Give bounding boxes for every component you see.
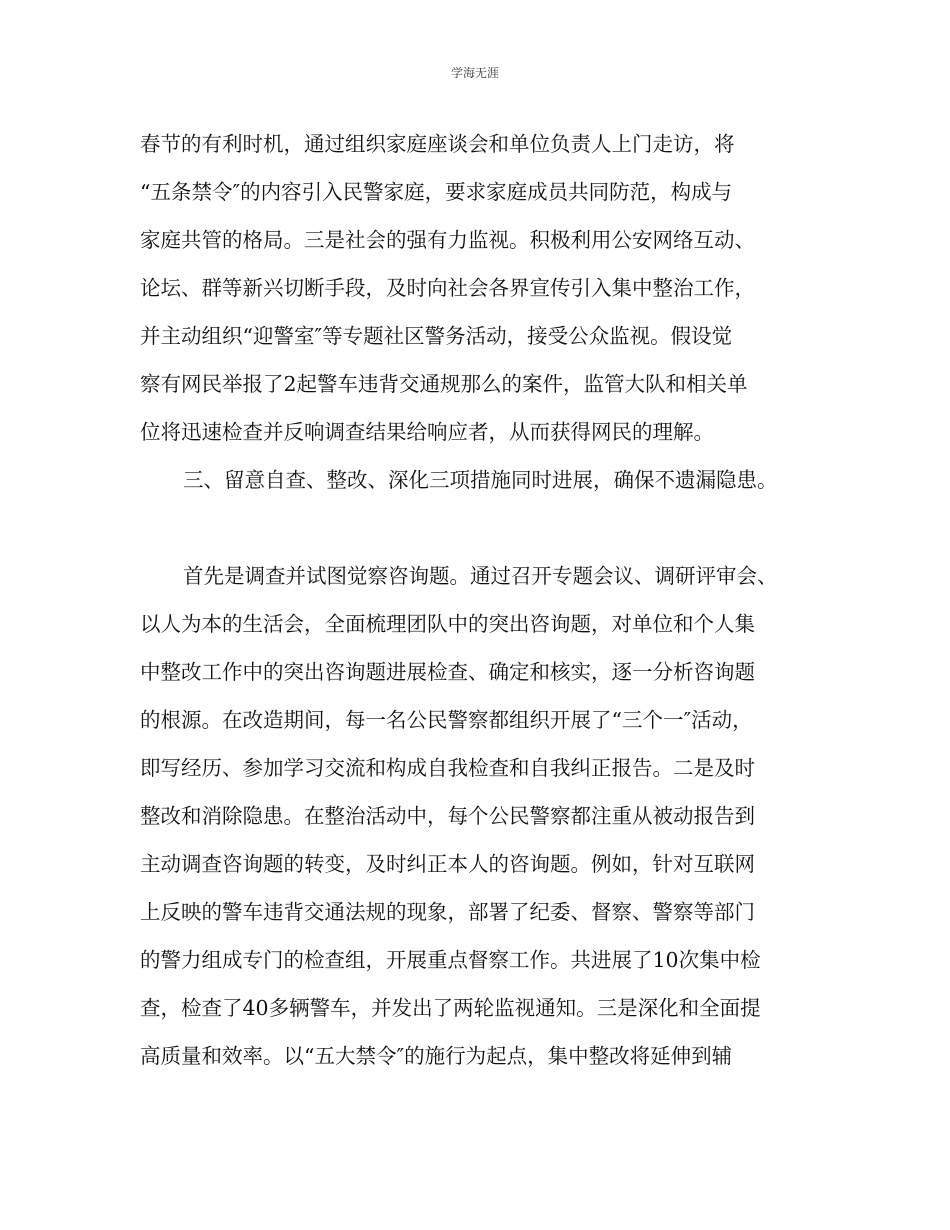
text-line: 的警力组成专门的检查组，开展重点督察工作。共进展了10次集中检: [140, 948, 761, 972]
text-line: 论坛、群等新兴切断手段，及时向社会各界宣传引入集中整治工作，: [140, 276, 755, 300]
section-heading: 三、留意自查、整改、深化三项措施同时进展，确保不遗漏隐患。: [183, 468, 778, 492]
text-line: 首先是调查并试图觉察咨询题。通过召开专题会议、调研评审会、: [183, 564, 778, 588]
page-header: 学海无涯: [450, 66, 499, 80]
text-line: 整改和消除隐患。在整治活动中，每个公民警察都注重从被动报告到: [140, 804, 755, 828]
text-line: 查，检查了40多辆警车，并发出了两轮监视通知。三是深化和全面提: [140, 996, 761, 1020]
text-line: 上反映的警车违背交通法规的现象，部署了纪委、督察、警察等部门: [140, 900, 755, 924]
text-line: 位将迅速检查并反响调查结果给响应者，从而获得网民的理解。: [140, 420, 714, 444]
text-line: 高质量和效率。以“五大禁令″的施行为起点，集中整改将延伸到辅: [140, 1044, 733, 1068]
text-line: 家庭共管的格局。三是社会的强有力监视。积极利用公安网络互动、: [140, 228, 755, 252]
text-line: “五条禁令″的内容引入民警家庭，要求家庭成员共同防范，构成与: [140, 180, 733, 204]
text-line: 春节的有利时机，通过组织家庭座谈会和单位负责人上门走访，将: [140, 132, 735, 156]
text-line: 的根源。在改造期间，每一名公民警察都组织开展了“三个一″活动，: [140, 708, 753, 732]
text-line: 以人为本的生活会，全面梳理团队中的突出咨询题，对单位和个人集: [140, 612, 755, 636]
text-line: 主动调查咨询题的转变，及时纠正本人的咨询题。例如，针对互联网: [140, 852, 755, 876]
text-line: 中整改工作中的突出咨询题进展检查、确定和核实，逐一分析咨询题: [140, 660, 755, 684]
text-line: 即写经历、参加学习交流和构成自我检查和自我纠正报告。二是及时: [140, 756, 755, 780]
text-line: 察有网民举报了2起警车违背交通规那么的案件，监管大队和相关单: [140, 372, 748, 396]
text-line: 并主动组织“迎警室″等专题社区警务活动，接受公众监视。假设觉: [140, 324, 733, 348]
